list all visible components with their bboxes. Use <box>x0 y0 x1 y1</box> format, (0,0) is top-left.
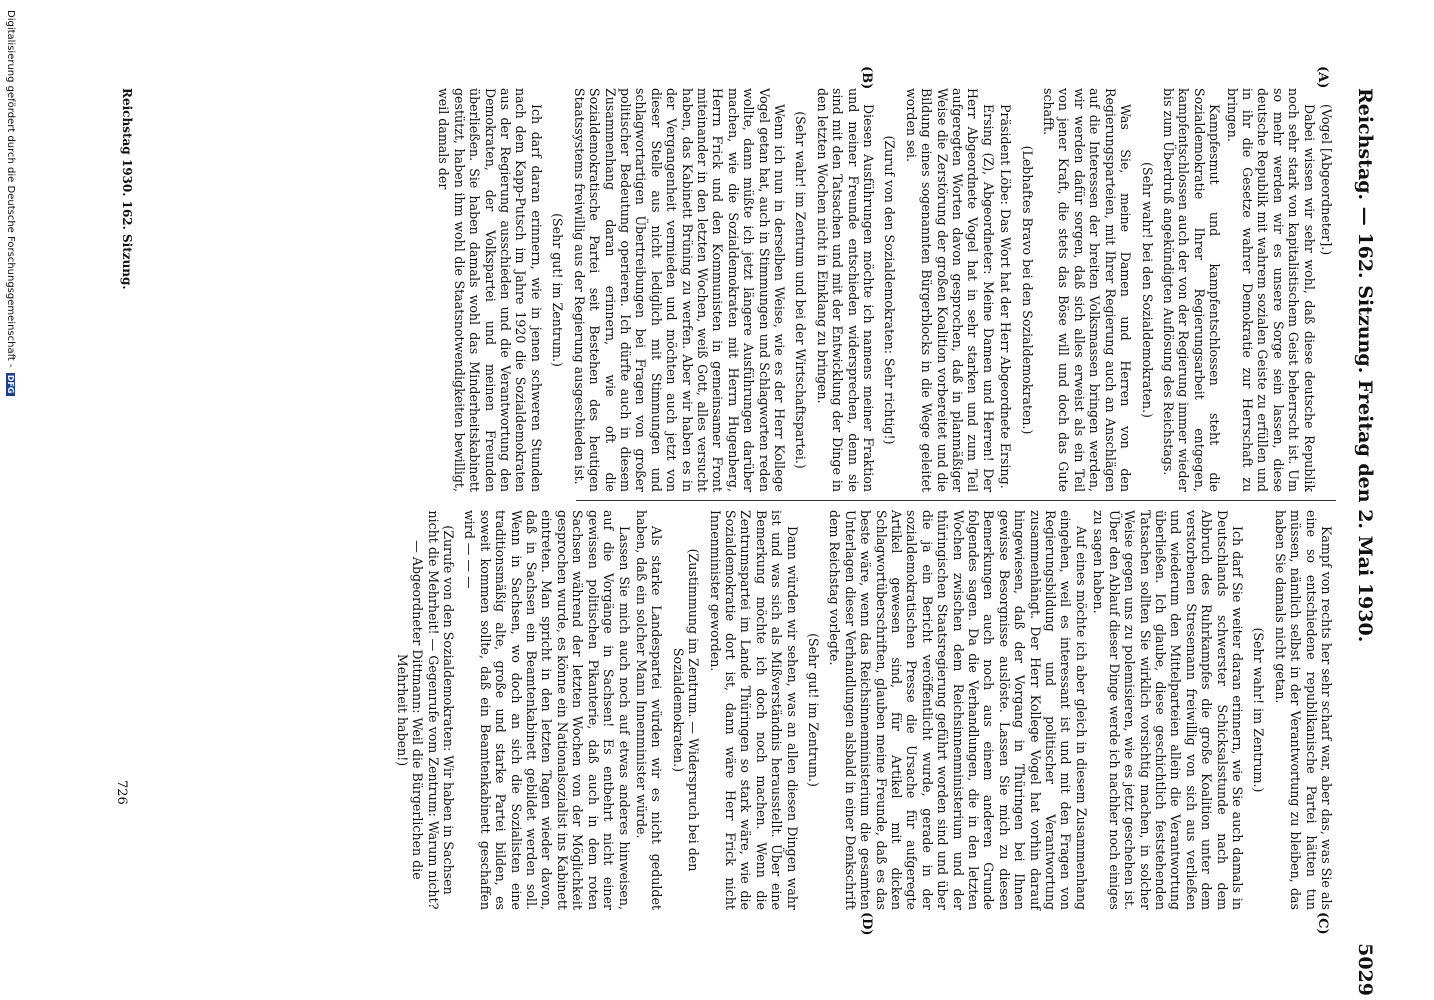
page-header <box>1346 88 1376 996</box>
interjection: (Zustimmung im Zentrum. — Widerspruch bei den Sozialdemokraten.) <box>670 548 702 872</box>
page-footer: Reichstag 1930. 162. Sitzung. <box>120 88 134 290</box>
header-page-number: 5029 <box>1354 943 1376 996</box>
interjection: (Sehr wahr! im Zentrum und bei der Wirtschaftspartei.) <box>793 111 809 469</box>
paragraph: Wenn ich nun in derselben Weise, wie es der Herr Kollege Vogel getan hat, auch in Stimmungen und Schlagworten reden wollte, dann müßte ich jetzt längere Ausführungen darüber machen, wie die Sozialdemokraten mit Herrn Hugenberg, Herrn Frick und den Kommunisten in gemeinsamer Front miteinander in den letzten Wochen, weiß Gott, alles versucht haben, das Kabinett Brüning zu werfen. Aber wir haben es in der Vergangenheit vermieden und möchten auch jetzt von dieser Stelle aus nicht lediglich mit Stimmungen und schlagwortartigen Übertreibungen bei Fragen von großer politischer Bedeutung operieren. Ich dürfte auch in diesem Zusammenhang daran erinnern, wie oft die Sozialdemokratische Partei seit Bestehen des heutigen Staatssystems freiwillig aus der Regierung ausgeschieden ist. <box>571 88 787 492</box>
interjection: (Sehr gut! im Zentrum.) <box>550 213 566 367</box>
paragraph: Ich darf Sie weiter daran erinnern, wie Sie auch damals in Deutschlands schwerster Schicksalsstunde nach dem Abbruch des Ruhrkampfes die große Koalition unter dem verstorbenen Stresemann freiwillig von sich aus verließen und wiederum den Mittelparteien allein die Verantwortung überließen. Ich glaube, diese geschichtlich feststehenden Tatsachen sollten Sie wirklich vorsichtig machen, in solcher Weise gegen uns zu polemisieren, wie es jetzt geschehen ist. Über den Ablauf dieser Dinge werde ich nachher noch einiges zu sagen haben. <box>1091 510 1245 910</box>
interjection: (Zurufe von den Sozialdemokraten: Wir haben in Sachsen nicht die Mehrheit! — Gegenrufe vom Zentrum: Warum nicht? — Abgeordneter Dittmann: Weil die Bürgerlichen die Mehrheit haben!) <box>394 510 457 910</box>
interjection: (Lebhaftes Bravo bei den Sozialdemokraten.) <box>1019 145 1035 435</box>
credit-text: Digitalisierung gefördert durch die Deutsche Forschungsgemeinschaft - <box>5 10 16 368</box>
interjection: (Zuruf von den Sozialdemokraten: Sehr richtig!) <box>882 135 898 445</box>
header-title: Reichstag. — 162. Sitzung. Freitag den 2. Mai 1930. <box>1354 88 1376 643</box>
paragraph: Was Sie, meine Damen und Herren von den Regierungsparteien, mit Ihrer Regierung auch an Anschlägen auf die Interessen der breiten Volksmassen bringen werden, wir werden dafür sorgen, daß sich alles erweist als ein Teil von jener Kraft, die stets das Böse will und doch das Gute schafft. <box>1041 88 1134 492</box>
margin-marker-a: (A) <box>1315 66 1330 89</box>
right-text-column <box>394 510 1334 910</box>
column-divider <box>576 500 1336 501</box>
paragraph: Kampfesmut und kampfentschlossen steht die Sozialdemokratie Ihrer Regierungsarbeit entgegen, kampfentschlossen auch der von der Regierung immer wieder bis zum Überdruß angekündigten Auflösung des Reichstags. <box>1160 88 1223 492</box>
margin-marker-c: (C) <box>1315 912 1330 935</box>
digitization-credit <box>5 10 16 396</box>
paragraph: Lassen Sie mich auch noch auf etwas anderes hinweisen, auf die Vorgänge in Sachsen! Es entbehrt nicht einer gewissen politischen Pikanterie, daß auch in dem roten Sachsen während der letzten Wochen von der Möglichkeit gesprochen wurde, es könne ein Nationalsozialist ins Kabinett eintreten. Man spricht in den letzten Tagen wieder davon, daß in Sachsen ein Beamtenkabinett gebildet werden soll. Wenn in Sachsen, wo doch an sich die Sozialisten eine traditionsmäßig alte, große und starke Partei bilden, es soweit kommen sollte, daß ein Beamtenkabinett geschaffen wird — — — <box>462 510 632 910</box>
interjection: (Sehr wahr! im Zentrum.) <box>1251 627 1267 793</box>
interjection: (Sehr gut! im Zentrum.) <box>806 633 821 787</box>
paragraph: Als starke Landespartei würden wir es nicht geduldet haben, daß ein solcher Mann Innenminister würde. <box>633 510 665 910</box>
paragraph: (Vogel [Abgeordneter].) <box>1319 104 1334 256</box>
paragraph: Ersing (Z), Abgeordneter: Meine Damen und Herren! Der Herr Abgeordnete Vogel hat in sehr starken und zum Teil aufgeregten Worten davon gesprochen, daß in planmäßiger Weise die Zerstörung der großen Koalition vorbereitet und die Bildung eines sogenannten Bürgerblocks in die Wege geleitet worden sei. <box>903 88 996 492</box>
paragraph: Diesen Ausführungen möchte ich namens meiner Fraktion und meiner Freunde entschieden widersprechen, denn sie sind mit den Tatsachen und mit der Entwicklung der Dinge in den letzten Wochen nicht in Einklang zu bringen. <box>814 88 877 492</box>
footer-page-number: 726 <box>114 780 129 805</box>
paragraph: Präsident Löbe: Das Wort hat der Herr Abgeordnete Ersing. <box>998 104 1014 489</box>
paragraph: Dann würden wir sehen, was an allen diesen Dingen wahr ist und was sich als Mißverständnis herausstellt. Über eine Bemerkung möchte ich doch noch machen. Wenn die Zentrumspartei im Lande Thüringen so stark wäre, wie die Sozialdemokratie dort ist, dann wäre Herr Frick nicht Innenminister geworden. <box>707 510 800 910</box>
left-text-column <box>436 88 1334 492</box>
interjection: (Sehr wahr! bei den Sozialdemokraten.) <box>1139 162 1155 418</box>
margin-marker-d: (D) <box>859 912 874 936</box>
paragraph: Ich darf daran erinnern, wie in jenen schweren Stunden nach dem Kapp-Putsch im Jahre 1920 die Sozialdemokraten aus der Regierung ausschieden und die Verantwortung den Demokraten, der Volkspartei und meinen Freunden überließen. Sie haben damals wohl das Minderheitskabinett gestützt, haben ihm wohl die Staatsnotwendigkeiten bewilligt, weil damals der <box>436 88 544 492</box>
paragraph: Kampf von rechts her sehr scharf war, aber das, was Sie als eine so entschiedene republikanische Partei hätten tun müssen, nämlich selbst in der Verantwortung zu bleiben, das haben Sie damals nicht getan. <box>1272 510 1334 910</box>
paragraph: Dabei wissen wir sehr wohl, daß diese deutsche Republik noch sehr stark von kapitalistischem Geist beherrscht ist. Um so mehr werden wir es unsere Sorge sein lassen, diese deutsche Republik mit wahrem sozialen Geiste zu erfüllen und in ihr die Gesetze wahrer Demokratie zur Herrschaft zu bringen. <box>1224 88 1317 492</box>
dfg-logo: DFG <box>6 374 15 394</box>
paragraph: Auf eines möchte ich aber gleich in diesem Zusammenhang eingehen, weil es interessant ist und mit den Fragen von Regierungsbildung und politischer Verantwortung zusammenhängt. Der Herr Kollege Vogel hat vorhin darauf hingewiesen, daß der Vorgang in Thüringen bei Ihnen gewisse Besorgnisse auslöste. Lassen Sie mich zu diesen Bemerkungen auch noch aus einem anderen Grunde folgendes sagen. Da die Verhandlungen, die in den letzten Wochen zwischen dem Reichsinnenministerium und der thüringischen Staatsregierung geführt worden sind und über die ja ein Bericht veröffentlicht wurde, gerade in der sozialdemokratischen Presse die Ursache für aufgeregte Artikel gewesen sind, für Artikel mit dicken Schlagwortüberschriften, glauben meine Freunde, daß es das beste wäre, wenn das Reichsinnenministerium die gesamten Unterlagen dieser Verhandlungen alsbald in einer Denkschrift dem Reichstag vorlegte. <box>827 510 1089 910</box>
margin-marker-b: (B) <box>859 66 874 90</box>
